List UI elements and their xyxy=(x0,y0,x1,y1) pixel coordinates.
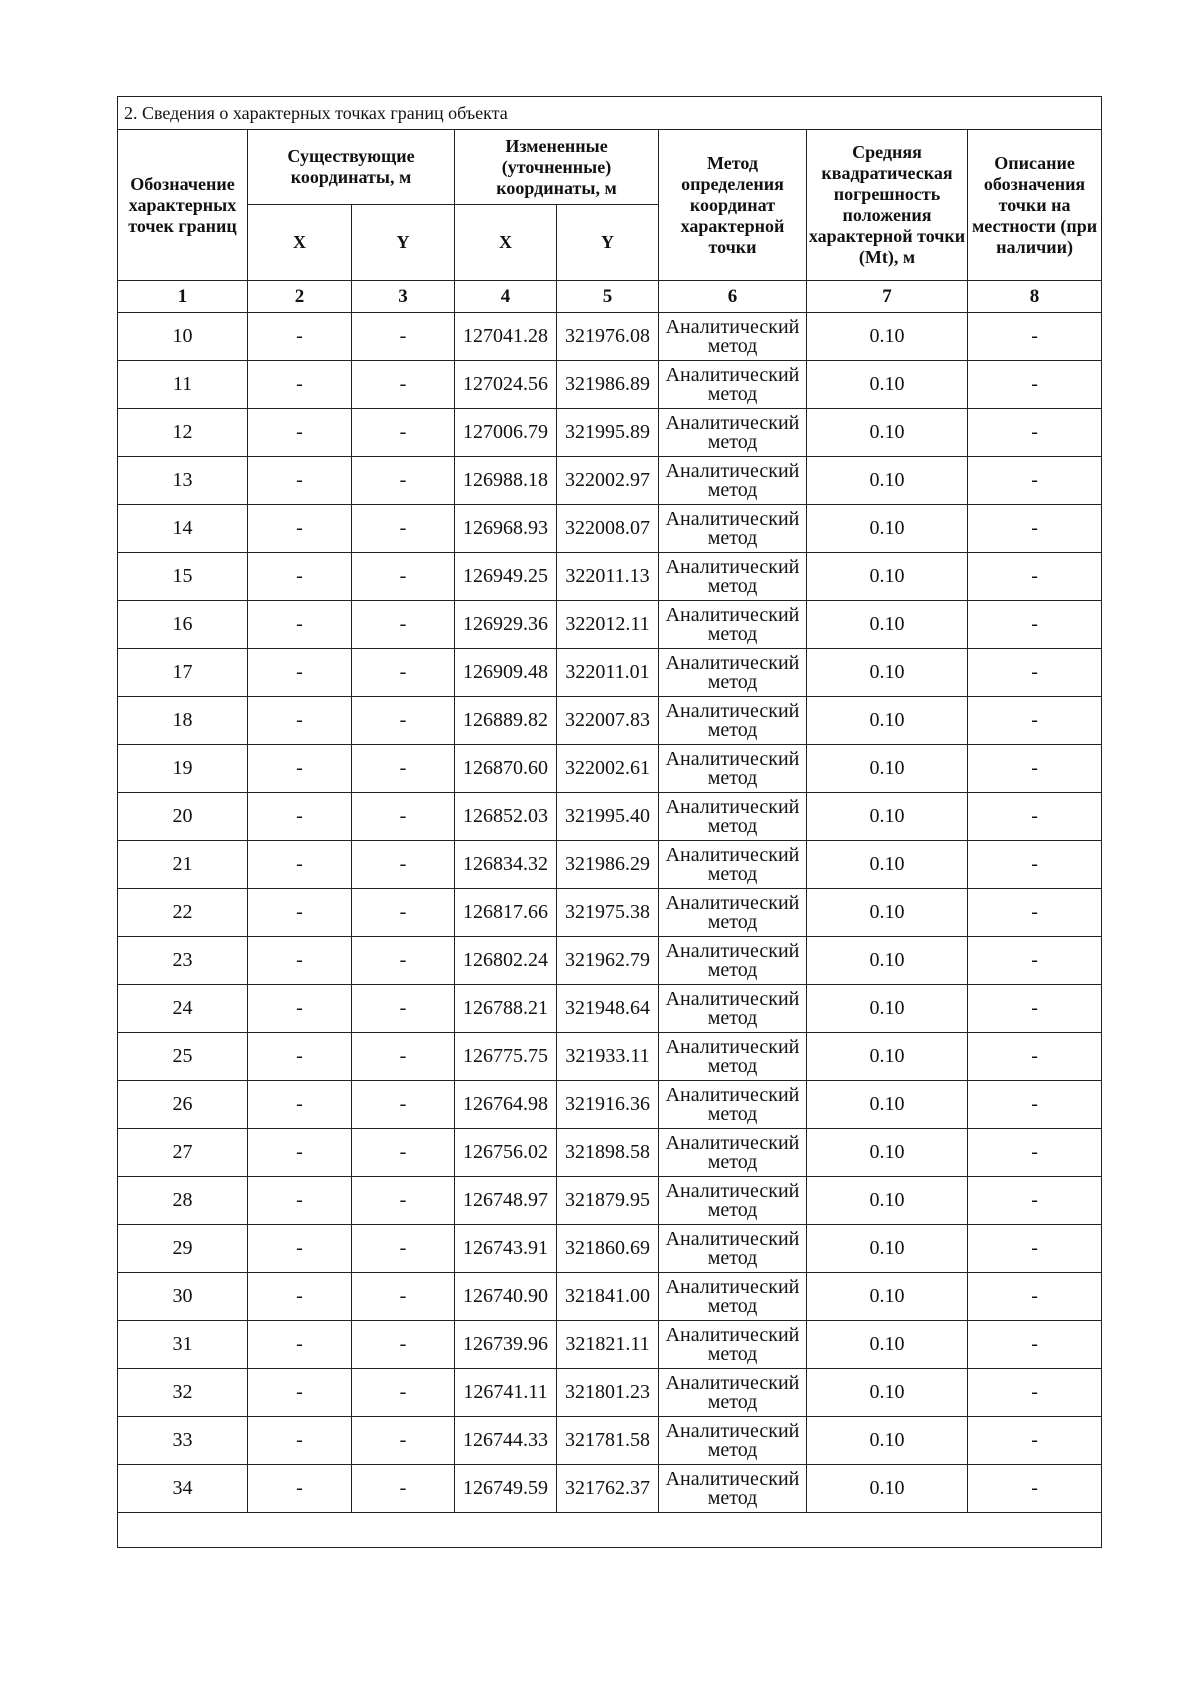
table-row xyxy=(118,601,1102,649)
description-cell: - xyxy=(968,1321,1102,1369)
description-cell: - xyxy=(968,1033,1102,1081)
changed-y-cell: 321898.58 xyxy=(557,1129,659,1177)
header-existing-x: X xyxy=(248,205,352,281)
method-line-1: Аналитический xyxy=(665,891,800,914)
method-line-1: Аналитический xyxy=(665,651,800,674)
method-line-1: Аналитический xyxy=(665,843,800,866)
method-line-2: метод xyxy=(707,430,758,453)
header-changed-coordinates: Измененные (уточненные) координаты, м xyxy=(455,130,659,205)
method-line-2: метод xyxy=(707,574,758,597)
description-cell: - xyxy=(968,745,1102,793)
changed-y-cell: 321860.69 xyxy=(557,1225,659,1273)
table-row xyxy=(118,457,1102,505)
changed-y-cell: 321995.89 xyxy=(557,409,659,457)
method-line-1: Аналитический xyxy=(665,1467,800,1490)
method-line-2: метод xyxy=(707,814,758,837)
description-cell: - xyxy=(968,937,1102,985)
mean-error-cell: 0.10 xyxy=(807,745,968,793)
table-row xyxy=(118,793,1102,841)
existing-x-cell: - xyxy=(248,649,352,697)
mean-error-cell: 0.10 xyxy=(807,1081,968,1129)
method-line-2: метод xyxy=(707,862,758,885)
changed-y-cell: 321976.08 xyxy=(557,313,659,361)
method-line-2: метод xyxy=(707,1390,758,1413)
mean-error-cell: 0.10 xyxy=(807,1369,968,1417)
table-row xyxy=(118,841,1102,889)
existing-x-cell: - xyxy=(248,793,352,841)
existing-x-cell: - xyxy=(248,1225,352,1273)
table-row xyxy=(118,745,1102,793)
column-number: 6 xyxy=(659,281,807,313)
method-cell xyxy=(659,505,807,553)
method-line-2: метод xyxy=(707,1294,758,1317)
existing-y-cell: - xyxy=(352,601,455,649)
method-cell xyxy=(659,793,807,841)
mean-error-cell: 0.10 xyxy=(807,1273,968,1321)
mean-error-cell: 0.10 xyxy=(807,985,968,1033)
changed-x-cell: 126852.03 xyxy=(455,793,557,841)
existing-y-cell: - xyxy=(352,409,455,457)
method-cell xyxy=(659,1273,807,1321)
existing-x-cell: - xyxy=(248,841,352,889)
description-cell: - xyxy=(968,553,1102,601)
mean-error-cell: 0.10 xyxy=(807,697,968,745)
point-number-cell: 17 xyxy=(118,649,248,697)
method-cell xyxy=(659,985,807,1033)
changed-y-cell: 321948.64 xyxy=(557,985,659,1033)
changed-y-cell: 322002.97 xyxy=(557,457,659,505)
changed-y-cell: 322012.11 xyxy=(557,601,659,649)
point-number-cell: 32 xyxy=(118,1369,248,1417)
existing-y-cell: - xyxy=(352,937,455,985)
table-row xyxy=(118,505,1102,553)
mean-error-cell: 0.10 xyxy=(807,409,968,457)
changed-x-cell: 126744.33 xyxy=(455,1417,557,1465)
table-row xyxy=(118,1129,1102,1177)
method-line-1: Аналитический xyxy=(665,1035,800,1058)
method-line-1: Аналитический xyxy=(665,459,800,482)
method-cell xyxy=(659,409,807,457)
point-number-cell: 29 xyxy=(118,1225,248,1273)
point-number-cell: 12 xyxy=(118,409,248,457)
existing-x-cell: - xyxy=(248,937,352,985)
method-line-2: метод xyxy=(707,334,758,357)
existing-y-cell: - xyxy=(352,1129,455,1177)
method-cell xyxy=(659,697,807,745)
existing-x-cell: - xyxy=(248,313,352,361)
point-number-cell: 22 xyxy=(118,889,248,937)
header-existing-coordinates: Существующие координаты, м xyxy=(248,130,455,205)
description-cell: - xyxy=(968,985,1102,1033)
method-cell xyxy=(659,601,807,649)
point-number-cell: 24 xyxy=(118,985,248,1033)
table-row xyxy=(118,1369,1102,1417)
table-row xyxy=(118,313,1102,361)
existing-y-cell: - xyxy=(352,793,455,841)
existing-y-cell: - xyxy=(352,457,455,505)
method-cell xyxy=(659,1129,807,1177)
empty-footer-row xyxy=(118,1513,1102,1548)
mean-error-cell: 0.10 xyxy=(807,649,968,697)
method-line-2: метод xyxy=(707,1054,758,1077)
changed-x-cell: 126740.90 xyxy=(455,1273,557,1321)
mean-error-cell: 0.10 xyxy=(807,1417,968,1465)
method-cell xyxy=(659,361,807,409)
empty-footer-cell xyxy=(118,1513,1102,1548)
mean-error-cell: 0.10 xyxy=(807,313,968,361)
method-line-1: Аналитический xyxy=(665,1323,800,1346)
description-cell: - xyxy=(968,1369,1102,1417)
changed-y-cell: 322011.01 xyxy=(557,649,659,697)
description-cell: - xyxy=(968,409,1102,457)
method-cell xyxy=(659,313,807,361)
changed-y-cell: 321841.00 xyxy=(557,1273,659,1321)
method-line-2: метод xyxy=(707,910,758,933)
point-number-cell: 15 xyxy=(118,553,248,601)
method-line-2: метод xyxy=(707,1198,758,1221)
method-cell xyxy=(659,745,807,793)
table-row xyxy=(118,361,1102,409)
method-line-1: Аналитический xyxy=(665,411,800,434)
mean-error-cell: 0.10 xyxy=(807,793,968,841)
existing-y-cell: - xyxy=(352,985,455,1033)
table-row xyxy=(118,1225,1102,1273)
table-row xyxy=(118,889,1102,937)
table-row xyxy=(118,409,1102,457)
mean-error-cell: 0.10 xyxy=(807,937,968,985)
method-line-1: Аналитический xyxy=(665,1083,800,1106)
existing-y-cell: - xyxy=(352,1417,455,1465)
method-cell xyxy=(659,649,807,697)
changed-x-cell: 126949.25 xyxy=(455,553,557,601)
method-line-1: Аналитический xyxy=(665,795,800,818)
existing-x-cell: - xyxy=(248,1417,352,1465)
existing-x-cell: - xyxy=(248,1465,352,1513)
mean-error-cell: 0.10 xyxy=(807,1225,968,1273)
existing-y-cell: - xyxy=(352,1465,455,1513)
header-mean-error: Средняя квадратическая погрешность положения характерной точки (Mt), м xyxy=(807,130,968,281)
description-cell: - xyxy=(968,1129,1102,1177)
table-row xyxy=(118,1177,1102,1225)
changed-x-cell: 126968.93 xyxy=(455,505,557,553)
mean-error-cell: 0.10 xyxy=(807,505,968,553)
changed-x-cell: 126743.91 xyxy=(455,1225,557,1273)
changed-y-cell: 321762.37 xyxy=(557,1465,659,1513)
table-row xyxy=(118,1321,1102,1369)
method-line-1: Аналитический xyxy=(665,315,800,338)
existing-x-cell: - xyxy=(248,1033,352,1081)
changed-y-cell: 321986.89 xyxy=(557,361,659,409)
mean-error-cell: 0.10 xyxy=(807,1465,968,1513)
existing-x-cell: - xyxy=(248,457,352,505)
mean-error-cell: 0.10 xyxy=(807,1177,968,1225)
changed-y-cell: 322007.83 xyxy=(557,697,659,745)
description-cell: - xyxy=(968,889,1102,937)
changed-x-cell: 126748.97 xyxy=(455,1177,557,1225)
mean-error-cell: 0.10 xyxy=(807,1321,968,1369)
mean-error-cell: 0.10 xyxy=(807,889,968,937)
method-line-2: метод xyxy=(707,1486,758,1509)
column-number: 3 xyxy=(352,281,455,313)
table-row xyxy=(118,1417,1102,1465)
description-cell: - xyxy=(968,1225,1102,1273)
changed-x-cell: 126870.60 xyxy=(455,745,557,793)
description-cell: - xyxy=(968,1465,1102,1513)
changed-x-cell: 126775.75 xyxy=(455,1033,557,1081)
point-number-cell: 14 xyxy=(118,505,248,553)
point-number-cell: 16 xyxy=(118,601,248,649)
column-number: 1 xyxy=(118,281,248,313)
table-body xyxy=(118,313,1102,1513)
point-number-cell: 21 xyxy=(118,841,248,889)
method-line-1: Аналитический xyxy=(665,1227,800,1250)
method-cell xyxy=(659,1369,807,1417)
method-line-1: Аналитический xyxy=(665,939,800,962)
column-number: 4 xyxy=(455,281,557,313)
method-cell xyxy=(659,841,807,889)
existing-y-cell: - xyxy=(352,1225,455,1273)
changed-y-cell: 321933.11 xyxy=(557,1033,659,1081)
point-number-cell: 26 xyxy=(118,1081,248,1129)
changed-y-cell: 322008.07 xyxy=(557,505,659,553)
existing-x-cell: - xyxy=(248,1273,352,1321)
existing-y-cell: - xyxy=(352,1081,455,1129)
point-number-cell: 34 xyxy=(118,1465,248,1513)
existing-x-cell: - xyxy=(248,745,352,793)
existing-y-cell: - xyxy=(352,361,455,409)
existing-x-cell: - xyxy=(248,697,352,745)
method-line-1: Аналитический xyxy=(665,555,800,578)
existing-y-cell: - xyxy=(352,649,455,697)
changed-y-cell: 321916.36 xyxy=(557,1081,659,1129)
changed-x-cell: 126929.36 xyxy=(455,601,557,649)
changed-x-cell: 126749.59 xyxy=(455,1465,557,1513)
description-cell: - xyxy=(968,1081,1102,1129)
section-title: 2. Сведения о характерных точках границ объекта xyxy=(118,97,1102,130)
method-line-2: метод xyxy=(707,526,758,549)
existing-y-cell: - xyxy=(352,1033,455,1081)
point-number-cell: 30 xyxy=(118,1273,248,1321)
point-number-cell: 13 xyxy=(118,457,248,505)
table-row xyxy=(118,649,1102,697)
method-line-1: Аналитический xyxy=(665,1371,800,1394)
changed-y-cell: 321962.79 xyxy=(557,937,659,985)
existing-x-cell: - xyxy=(248,985,352,1033)
existing-x-cell: - xyxy=(248,361,352,409)
changed-x-cell: 126764.98 xyxy=(455,1081,557,1129)
method-cell xyxy=(659,1081,807,1129)
table-row xyxy=(118,697,1102,745)
method-cell xyxy=(659,1321,807,1369)
header-designation: Обозначение характерных точек границ xyxy=(118,130,248,281)
column-number: 2 xyxy=(248,281,352,313)
method-line-2: метод xyxy=(707,718,758,741)
method-line-1: Аналитический xyxy=(665,507,800,530)
existing-y-cell: - xyxy=(352,1273,455,1321)
point-number-cell: 25 xyxy=(118,1033,248,1081)
description-cell: - xyxy=(968,793,1102,841)
method-cell xyxy=(659,1033,807,1081)
description-cell: - xyxy=(968,841,1102,889)
existing-x-cell: - xyxy=(248,553,352,601)
point-number-cell: 28 xyxy=(118,1177,248,1225)
description-cell: - xyxy=(968,697,1102,745)
header-method: Метод определения координат характерной точки xyxy=(659,130,807,281)
existing-x-cell: - xyxy=(248,1081,352,1129)
header-existing-y: Y xyxy=(352,205,455,281)
method-line-1: Аналитический xyxy=(665,1419,800,1442)
mean-error-cell: 0.10 xyxy=(807,601,968,649)
description-cell: - xyxy=(968,1177,1102,1225)
method-cell xyxy=(659,1225,807,1273)
table-row xyxy=(118,1465,1102,1513)
changed-x-cell: 126741.11 xyxy=(455,1369,557,1417)
existing-y-cell: - xyxy=(352,1177,455,1225)
existing-y-cell: - xyxy=(352,889,455,937)
table-row xyxy=(118,553,1102,601)
method-cell xyxy=(659,553,807,601)
header-changed-x: X xyxy=(455,205,557,281)
existing-y-cell: - xyxy=(352,841,455,889)
column-number: 5 xyxy=(557,281,659,313)
method-cell xyxy=(659,457,807,505)
method-line-2: метод xyxy=(707,670,758,693)
changed-x-cell: 126788.21 xyxy=(455,985,557,1033)
description-cell: - xyxy=(968,601,1102,649)
point-number-cell: 27 xyxy=(118,1129,248,1177)
method-line-2: метод xyxy=(707,766,758,789)
existing-x-cell: - xyxy=(248,1321,352,1369)
changed-y-cell: 321879.95 xyxy=(557,1177,659,1225)
existing-x-cell: - xyxy=(248,1129,352,1177)
existing-x-cell: - xyxy=(248,601,352,649)
existing-x-cell: - xyxy=(248,1369,352,1417)
boundary-points-table xyxy=(117,96,1102,1548)
changed-y-cell: 322011.13 xyxy=(557,553,659,601)
existing-x-cell: - xyxy=(248,1177,352,1225)
changed-x-cell: 127041.28 xyxy=(455,313,557,361)
method-cell xyxy=(659,889,807,937)
method-line-2: метод xyxy=(707,622,758,645)
changed-x-cell: 126988.18 xyxy=(455,457,557,505)
existing-y-cell: - xyxy=(352,553,455,601)
method-line-2: метод xyxy=(707,1150,758,1173)
point-number-cell: 10 xyxy=(118,313,248,361)
method-line-2: метод xyxy=(707,958,758,981)
method-line-2: метод xyxy=(707,1342,758,1365)
changed-x-cell: 127024.56 xyxy=(455,361,557,409)
existing-y-cell: - xyxy=(352,745,455,793)
method-line-1: Аналитический xyxy=(665,987,800,1010)
method-line-2: метод xyxy=(707,1102,758,1125)
method-line-1: Аналитический xyxy=(665,363,800,386)
changed-x-cell: 126802.24 xyxy=(455,937,557,985)
description-cell: - xyxy=(968,1273,1102,1321)
method-cell xyxy=(659,1177,807,1225)
method-cell xyxy=(659,1465,807,1513)
header-point-description: Описание обозначения точки на местности (при наличии) xyxy=(968,130,1102,281)
description-cell: - xyxy=(968,457,1102,505)
point-number-cell: 18 xyxy=(118,697,248,745)
header-changed-y: Y xyxy=(557,205,659,281)
description-cell: - xyxy=(968,313,1102,361)
existing-y-cell: - xyxy=(352,1321,455,1369)
mean-error-cell: 0.10 xyxy=(807,553,968,601)
mean-error-cell: 0.10 xyxy=(807,841,968,889)
changed-x-cell: 126756.02 xyxy=(455,1129,557,1177)
existing-x-cell: - xyxy=(248,505,352,553)
column-number: 7 xyxy=(807,281,968,313)
changed-x-cell: 126739.96 xyxy=(455,1321,557,1369)
changed-x-cell: 126909.48 xyxy=(455,649,557,697)
changed-x-cell: 126889.82 xyxy=(455,697,557,745)
mean-error-cell: 0.10 xyxy=(807,457,968,505)
method-cell xyxy=(659,1417,807,1465)
table-row xyxy=(118,1273,1102,1321)
method-line-1: Аналитический xyxy=(665,1179,800,1202)
existing-x-cell: - xyxy=(248,889,352,937)
changed-x-cell: 126817.66 xyxy=(455,889,557,937)
mean-error-cell: 0.10 xyxy=(807,1033,968,1081)
table-row xyxy=(118,1033,1102,1081)
existing-y-cell: - xyxy=(352,1369,455,1417)
description-cell: - xyxy=(968,649,1102,697)
changed-y-cell: 321821.11 xyxy=(557,1321,659,1369)
changed-y-cell: 321975.38 xyxy=(557,889,659,937)
method-cell xyxy=(659,937,807,985)
existing-y-cell: - xyxy=(352,505,455,553)
method-line-2: метод xyxy=(707,1246,758,1269)
point-number-cell: 31 xyxy=(118,1321,248,1369)
method-line-2: метод xyxy=(707,382,758,405)
point-number-cell: 11 xyxy=(118,361,248,409)
changed-y-cell: 321986.29 xyxy=(557,841,659,889)
changed-x-cell: 127006.79 xyxy=(455,409,557,457)
existing-x-cell: - xyxy=(248,409,352,457)
table-row xyxy=(118,937,1102,985)
changed-y-cell: 321801.23 xyxy=(557,1369,659,1417)
mean-error-cell: 0.10 xyxy=(807,361,968,409)
description-cell: - xyxy=(968,505,1102,553)
point-number-cell: 20 xyxy=(118,793,248,841)
point-number-cell: 19 xyxy=(118,745,248,793)
changed-y-cell: 321995.40 xyxy=(557,793,659,841)
point-number-cell: 33 xyxy=(118,1417,248,1465)
method-line-1: Аналитический xyxy=(665,1275,800,1298)
table-row xyxy=(118,985,1102,1033)
existing-y-cell: - xyxy=(352,697,455,745)
changed-y-cell: 322002.61 xyxy=(557,745,659,793)
method-line-2: метод xyxy=(707,1006,758,1029)
method-line-1: Аналитический xyxy=(665,1131,800,1154)
method-line-2: метод xyxy=(707,1438,758,1461)
point-number-cell: 23 xyxy=(118,937,248,985)
description-cell: - xyxy=(968,1417,1102,1465)
table-row xyxy=(118,1081,1102,1129)
method-line-1: Аналитический xyxy=(665,603,800,626)
column-number: 8 xyxy=(968,281,1102,313)
existing-y-cell: - xyxy=(352,313,455,361)
description-cell: - xyxy=(968,361,1102,409)
method-line-2: метод xyxy=(707,478,758,501)
method-line-1: Аналитический xyxy=(665,747,800,770)
changed-y-cell: 321781.58 xyxy=(557,1417,659,1465)
method-line-1: Аналитический xyxy=(665,699,800,722)
mean-error-cell: 0.10 xyxy=(807,1129,968,1177)
changed-x-cell: 126834.32 xyxy=(455,841,557,889)
